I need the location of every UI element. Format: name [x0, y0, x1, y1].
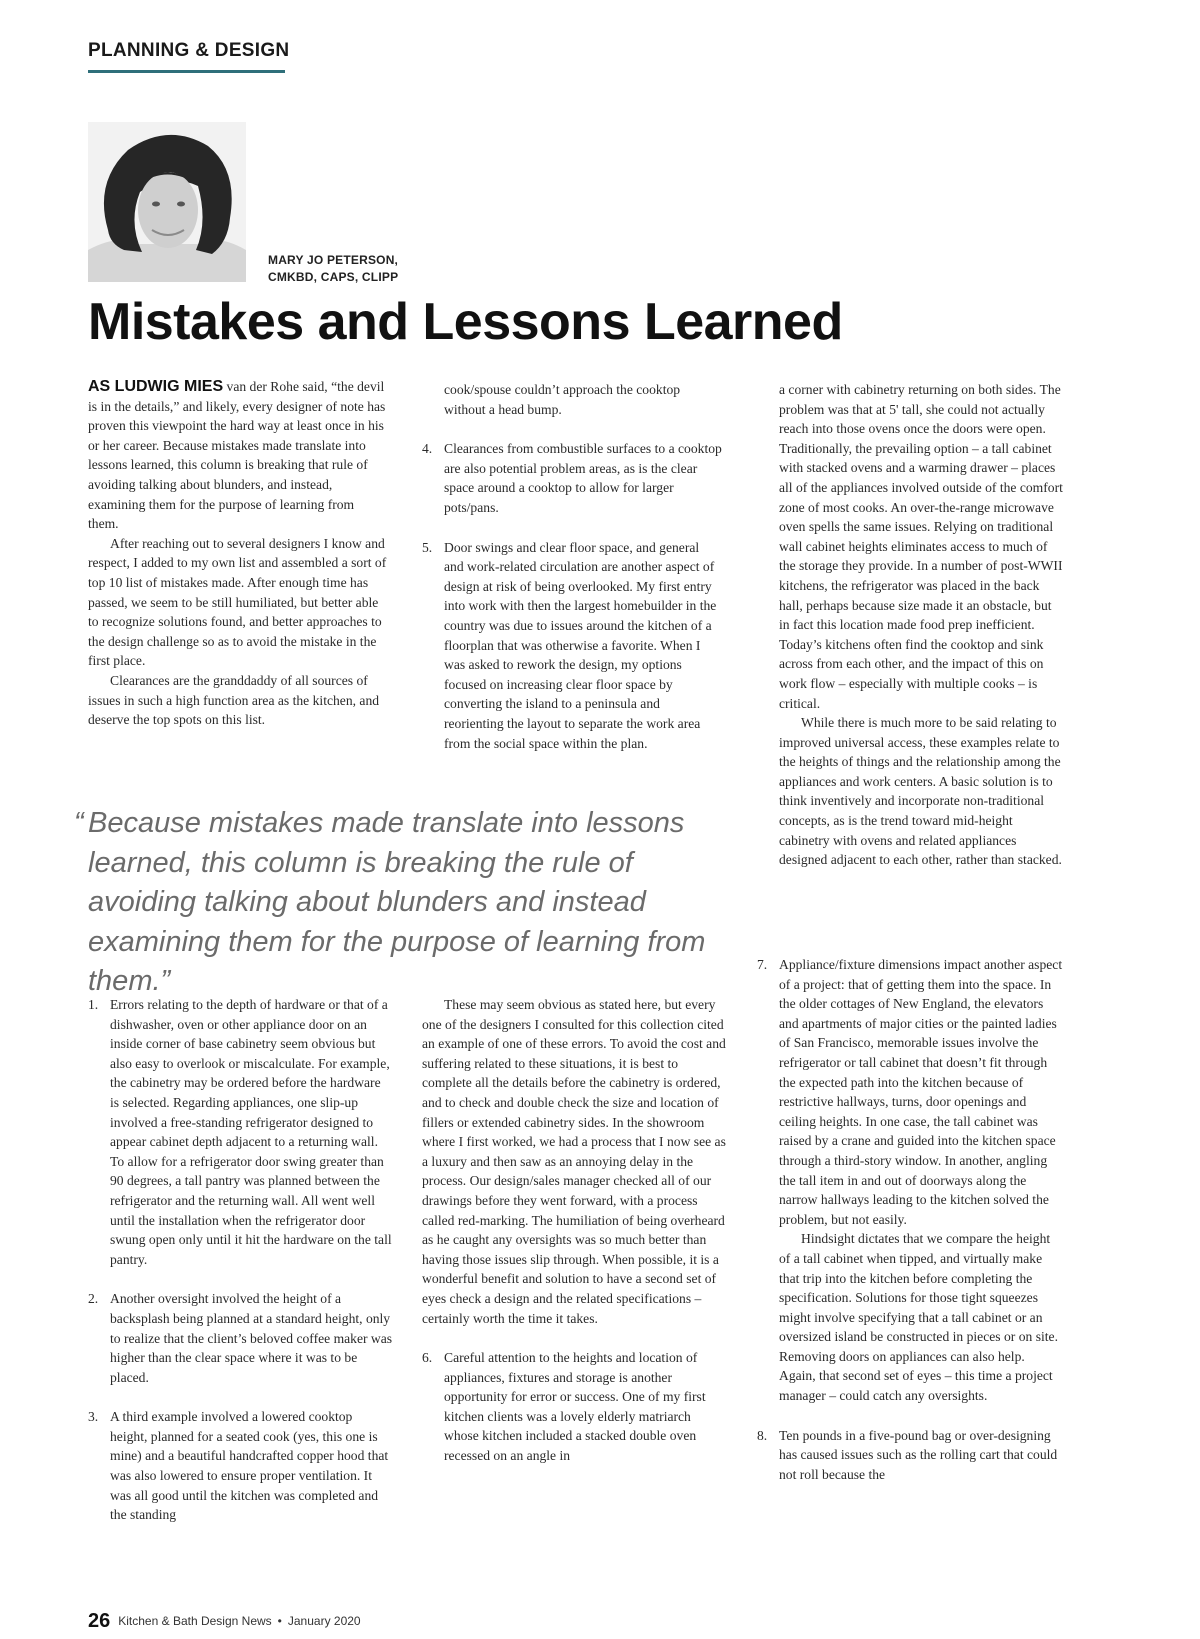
column-3-top — [779, 380, 1064, 870]
lead-in: AS LUDWIG MIES — [88, 378, 224, 395]
intro-paragraph-3: Clearances are the granddaddy of all sources of issues in such a high function area as the kitchen, and deserve the top spots on this list. — [88, 672, 380, 728]
column-2-bottom — [422, 995, 727, 1466]
list-item: 1. Errors relating to the depth of hardware or that of a dishwasher, oven or other appliance door on an inside corner of base cabinetry seem obvious but also easy to overlook or miscalculate. For example, the cabinetry may be ordered before the hardware is selected. Regarding appliances, one slip-up involved a free-standing refrigerator designed to appear cabinet depth adjacent to a returning wall. To allow for a refrigerator door swing greater than 90 degrees, a tall pantry was planned between the refrigerator and the returning wall. All went well until the installation when the refrigerator door swung open only until it hit the hardware on the tall pantry. — [88, 997, 392, 1267]
publication-name: Kitchen & Bath Design News — [118, 1614, 272, 1628]
paragraph: These may seem obvious as stated here, but every one of the designers I consulted for this collection cited an example of one of these errors. To avoid the cost and suffering related to these situations, it is best to complete all the details before the cabinetry is ordered, and to check and double check the size and location of fillers or extended cabinetry sides. In the showroom where I first worked, we had a process that I now see as a luxury and then saw as an annoying delay in the process. Our design/sales manager checked all of our drawings before they went forward, with a process called red-marking. The humiliation of being overheard as he caught any oversights was so much better than having those issues slip through. When possible, it is a wonderful benefit and solution to have a second set of eyes check a design and the related specifications – certainly worth the time it takes. — [422, 997, 726, 1326]
footer-separator: • — [277, 1614, 282, 1628]
column-3-bottom — [757, 955, 1064, 1484]
page-footer — [88, 1610, 361, 1633]
numbered-list-4-5 — [422, 439, 722, 753]
list-item: 2. Another oversight involved the height of a backsplash being planned at a standard height, only to realize that the client’s beloved coffee maker was higher than the clear space where it was to be placed. — [88, 1291, 393, 1385]
author-credentials: CMKBD, CAPS, CLIPP — [268, 270, 399, 284]
numbered-list-7-8 — [757, 955, 1064, 1484]
list-item: 8. Ten pounds in a five-pound bag or over-designing has caused issues such as the rolling cart that could not roll because the — [757, 1427, 1058, 1482]
continuation-text: cook/spouse couldn’t approach the cooktop without a head bump. — [444, 382, 681, 417]
pull-quote-open-mark: “ — [74, 807, 84, 839]
paragraph: While there is much more to be said relating to improved universal access, these examples relate to the heights of things and the relationship among the appliances and work centers. A basic solution is to think inventively and incorporate non-traditional concepts, as is the trend toward mid-height cabinetry with ovens and related appliances designed adjacent to each other, rather than stacked. — [779, 715, 1062, 868]
column-1-top — [88, 377, 388, 730]
pull-quote-text: Because mistakes made translate into lessons learned, this column is breaking the rule of avoiding talking about blunders and instead examining them for the purpose of learning from them.” — [88, 807, 706, 997]
intro-paragraph-2: After reaching out to several designers I know and respect, I added to my own list and assembled a sort of top 10 list of mistakes made. After enough time has passed, we seem to be still humiliated, but better able to recognize solutions found, and better approaches to the design challenge so as to avoid the mistake in the first place. — [88, 535, 387, 669]
page-number: 26 — [88, 1610, 111, 1632]
section-label: PLANNING & DESIGN — [88, 40, 290, 61]
numbered-list-1-3 — [88, 995, 393, 1525]
list-item: 6. Careful attention to the heights and location of appliances, fixtures and storage is another opportunity for error or success. One of my first kitchen clients was a lovely elderly matriarch whose kitchen included a stacked double oven recessed on an angle in — [422, 1350, 706, 1464]
column-1-bottom — [88, 995, 393, 1525]
list-item: 5. Door swings and clear floor space, and general and work-related circulation are another aspect of design at risk of being overlooked. My first entry into work with then the largest homebuilder in the country was due to issues around the kitchen of a floorplan that was otherwise a favorite. When I was asked to rework the design, my options focused on increasing clear floor space by converting the island to a peninsula and reorienting the layout to separate the work area from the social space within the plan. — [422, 539, 717, 751]
paragraph: a corner with cabinetry returning on both sides. The problem was that at 5' tall, she could not actually reach into those ovens once the doors were open. Traditionally, the prevailing option – a tall cabinet with stacked ovens and a warming drawer – places all of the appliances involved outside of the comfort zone of most cooks. An over-the-range microwave oven spells the same issues. Relying on traditional wall cabinet heights eliminates access to much of the storage they provide. In a number of post-WWII kitchens, the refrigerator was placed in the back hall, perhaps because size made it an obstacle, but in fact this location made food prep inefficient. Today’s kitchens often find the cooktop and sink across from each other, and the impact of this on work flow – especially with multiple cooks – is critical. — [779, 382, 1063, 711]
author-name: MARY JO PETERSON, — [268, 253, 399, 267]
column-2-top — [422, 380, 722, 753]
author-photo — [88, 122, 246, 282]
list-item: 7. Appliance/fixture dimensions impact another aspect of a project: that of getting them into the space. In the older cottages of New England, the elevators and apartments of major cities or the painted ladies of San Francisco, memorable issues involve the refrigerator or tall cabinet that doesn’t fit through the expected path into the kitchen because of restrictive hallways, turns, door openings and ceiling heights. In one case, the tall cabinet was raised by a crane and guided into the kitchen space through a third-story window. In another, angling the tall item in and out of doorways along the narrow hallways leading to the kitchen solved the problem, but not easily. Hindsight dictates that we compare the height of a tall cabinet when tipped, and virtually make that trip into the kitchen before completing the specification. Solutions for those tight squeezes might involve specifying that a tall cabinet or an oversized island be constructed in pieces or on site. Removing doors on appliances can also help. Again, that second set of eyes – this time a project manager – could catch any oversights. — [757, 955, 1064, 1406]
paragraph: Hindsight dictates that we compare the height of a tall cabinet when tipped, and virtually make that trip into the kitchen before completing the specification. Solutions for those tight squeezes might involve specifying that a tall cabinet or an oversized island be constructed in pieces or on site. Removing doors on appliances can also help. Again, that second set of eyes – this time a project manager – could catch any oversights. — [779, 1231, 1058, 1404]
section-rule — [88, 70, 285, 73]
intro-paragraph-1: AS LUDWIG MIES van der Rohe said, “the devil is in the details,” and likely, every designer of note has proven this viewpoint the hard way at least once in his or her career. Because mistakes made translate into lessons learned, this column is breaking that rule of avoiding talking about blunders, and instead, examining them for the purpose of learning from them. — [88, 378, 386, 532]
numbered-list-6 — [422, 1348, 727, 1466]
author-byline — [268, 252, 398, 286]
pull-quote — [74, 804, 744, 1002]
headline: Mistakes and Lessons Learned — [88, 293, 843, 351]
list-item: 3. A third example involved a lowered cooktop height, planned for a seated cook (yes, this one is mine) and a beautiful handcrafted copper hood that was also lowered to ensure proper ventilation. It was all good until the kitchen was completed and the standing — [88, 1409, 389, 1523]
issue-date: January 2020 — [287, 1614, 361, 1628]
list-item: 4. Clearances from combustible surfaces to a cooktop are also potential problem areas, as is the clear space around a cooktop to allow for larger pots/pans. — [422, 441, 722, 515]
